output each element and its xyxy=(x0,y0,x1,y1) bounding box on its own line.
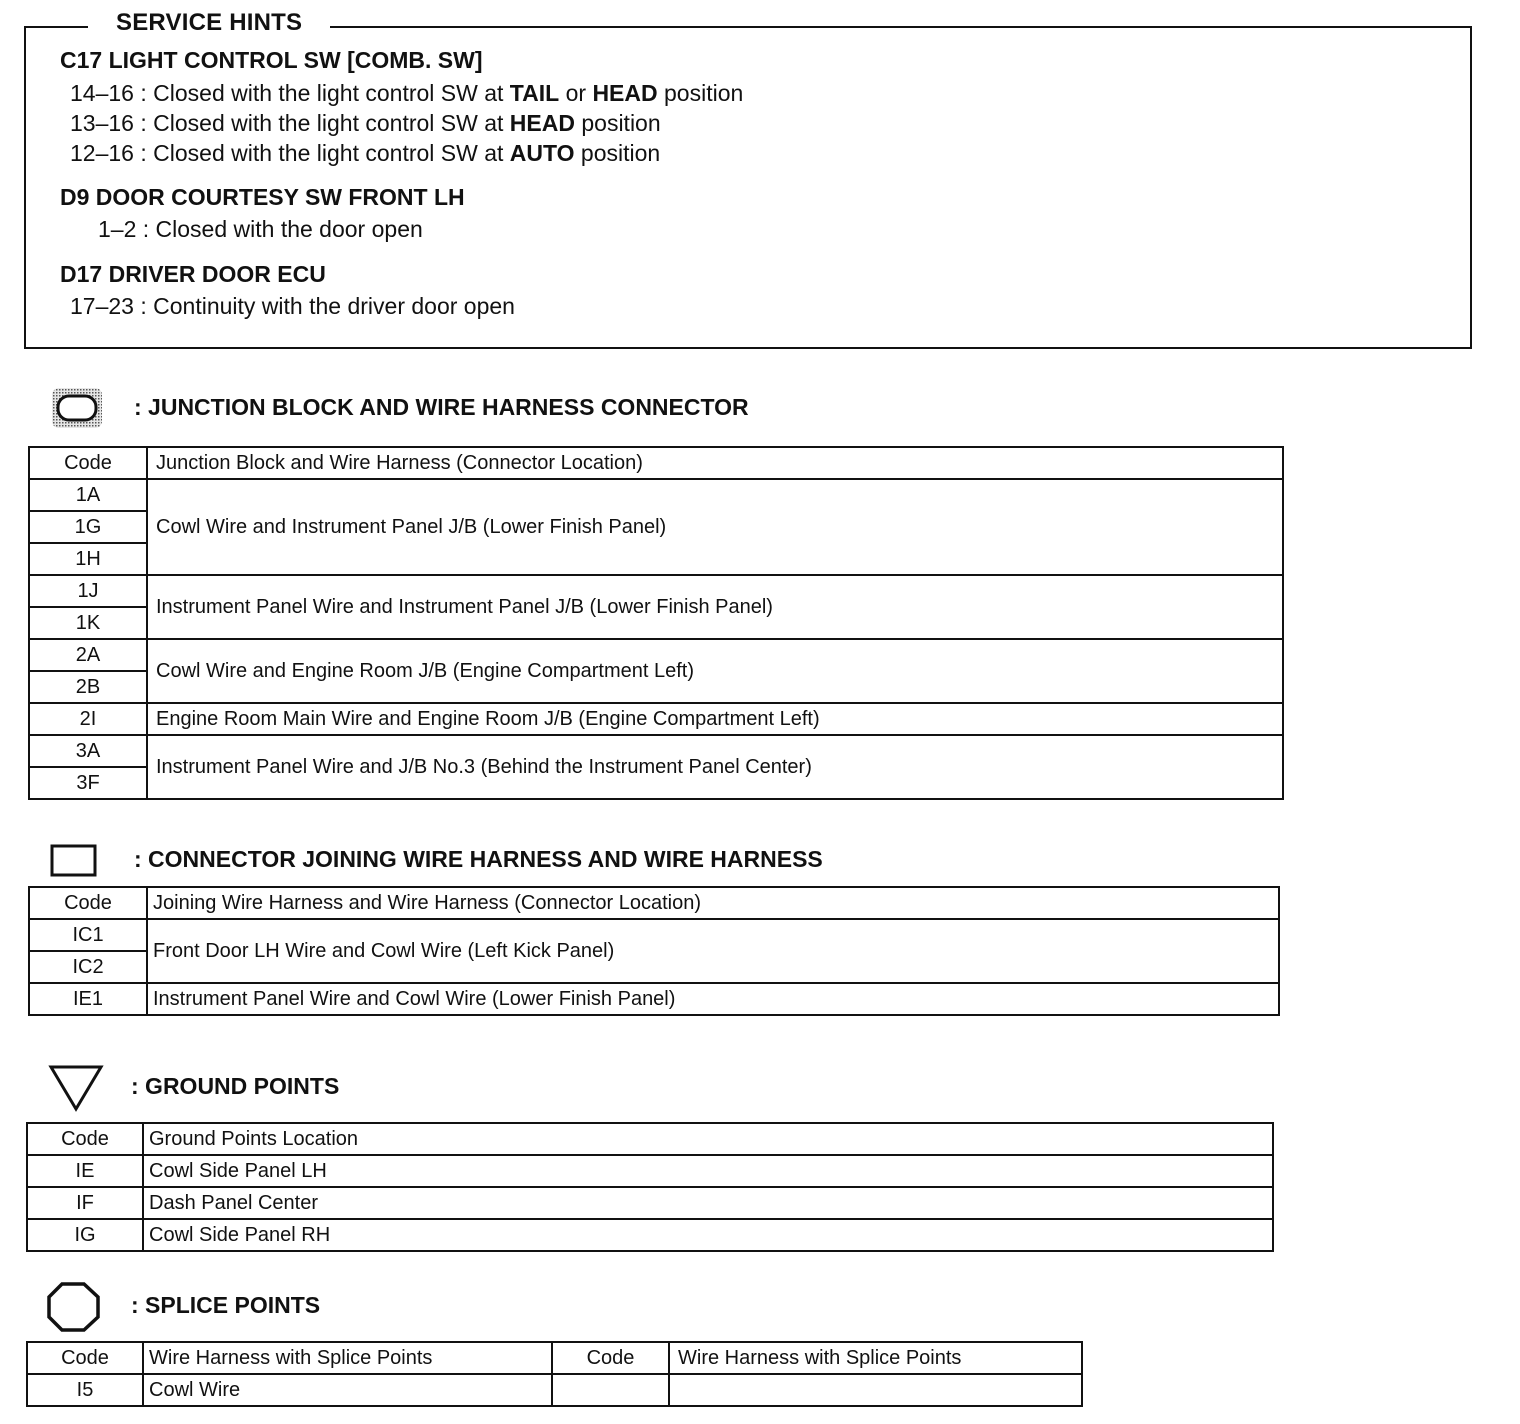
splice-table xyxy=(26,1341,1083,1407)
table-row xyxy=(29,703,1283,735)
hint-part-c17-heading: C17 LIGHT CONTROL SW [COMB. SW] xyxy=(60,47,483,73)
table-cell-code: 1H xyxy=(29,543,147,575)
table-cell-desc: Dash Panel Center xyxy=(143,1187,1273,1219)
table-cell-desc: Cowl Side Panel RH xyxy=(143,1219,1273,1251)
table-header-code: Code xyxy=(552,1342,669,1374)
table-header-code: Code xyxy=(27,1342,143,1374)
hatched-rounded-rect-icon xyxy=(50,386,106,430)
table-row xyxy=(29,983,1279,1015)
table-header-desc: Wire Harness with Splice Points xyxy=(669,1342,1082,1374)
hint-part-d17-heading: D17 DRIVER DOOR ECU xyxy=(60,261,326,287)
hint-line: 13–16 : Closed with the light control SW at HEAD position xyxy=(70,110,661,136)
table-header-row xyxy=(29,887,1279,919)
ground-table xyxy=(26,1122,1274,1252)
table-cell-desc: Engine Room Main Wire and Engine Room J/B (Engine Compartment Left) xyxy=(147,703,1283,735)
table-cell-code: 3F xyxy=(29,767,147,799)
table-row xyxy=(29,639,1283,671)
table-row xyxy=(27,1374,1082,1406)
table-row xyxy=(27,1219,1273,1251)
triangle-down-icon xyxy=(48,1064,106,1114)
table-row xyxy=(29,919,1279,951)
connector-heading: : CONNECTOR JOINING WIRE HARNESS AND WIRE HARNESS xyxy=(134,846,823,872)
table-header-row xyxy=(27,1123,1273,1155)
table-cell-code: IF xyxy=(27,1187,143,1219)
table-header-desc: Wire Harness with Splice Points xyxy=(143,1342,552,1374)
table-cell-code: 1A xyxy=(29,479,147,511)
junction-heading: : JUNCTION BLOCK AND WIRE HARNESS CONNECTOR xyxy=(134,394,749,420)
table-cell-code: IG xyxy=(27,1219,143,1251)
table-header-row xyxy=(29,447,1283,479)
table-row xyxy=(29,735,1283,767)
table-cell-code: IE1 xyxy=(29,983,147,1015)
service-hints-title: SERVICE HINTS xyxy=(88,9,330,37)
table-cell-desc: Instrument Panel Wire and Cowl Wire (Lower Finish Panel) xyxy=(147,983,1279,1015)
table-cell-code: 1K xyxy=(29,607,147,639)
table-cell-code: 1G xyxy=(29,511,147,543)
table-row xyxy=(29,575,1283,607)
table-cell-code: IC1 xyxy=(29,919,147,951)
hint-line: 1–2 : Closed with the door open xyxy=(98,216,423,242)
table-header-row xyxy=(27,1342,1082,1374)
ground-heading: : GROUND POINTS xyxy=(131,1073,340,1099)
table-header-code: Code xyxy=(27,1123,143,1155)
table-cell-code: 2B xyxy=(29,671,147,703)
table-row xyxy=(27,1155,1273,1187)
table-cell-code xyxy=(552,1374,669,1406)
hint-line: 17–23 : Continuity with the driver door open xyxy=(70,293,515,319)
table-row xyxy=(29,479,1283,511)
hint-line: 14–16 : Closed with the light control SW at TAIL or HEAD position xyxy=(70,80,744,106)
connector-table xyxy=(28,886,1280,1016)
rect-icon xyxy=(50,844,98,878)
table-cell-desc: Cowl Wire xyxy=(143,1374,552,1406)
table-row xyxy=(27,1187,1273,1219)
table-header-code: Code xyxy=(29,447,147,479)
table-cell-code: I5 xyxy=(27,1374,143,1406)
table-cell-code: 1J xyxy=(29,575,147,607)
hint-line: 12–16 : Closed with the light control SW at AUTO position xyxy=(70,140,661,166)
table-header-code: Code xyxy=(29,887,147,919)
table-header-desc: Ground Points Location xyxy=(143,1123,1273,1155)
table-cell-desc: Instrument Panel Wire and Instrument Panel J/B (Lower Finish Panel) xyxy=(147,575,1283,639)
octagon-icon xyxy=(46,1281,102,1333)
junction-table xyxy=(28,446,1284,800)
table-cell-code: IC2 xyxy=(29,951,147,983)
table-header-desc: Junction Block and Wire Harness (Connector Location) xyxy=(147,447,1283,479)
splice-heading: : SPLICE POINTS xyxy=(131,1292,321,1318)
table-header-desc: Joining Wire Harness and Wire Harness (Connector Location) xyxy=(147,887,1279,919)
table-cell-desc: Cowl Wire and Instrument Panel J/B (Lower Finish Panel) xyxy=(147,479,1283,575)
table-cell-code: 3A xyxy=(29,735,147,767)
table-cell-code: IE xyxy=(27,1155,143,1187)
table-cell-code: 2I xyxy=(29,703,147,735)
table-cell-code: 2A xyxy=(29,639,147,671)
table-cell-desc: Instrument Panel Wire and J/B No.3 (Behind the Instrument Panel Center) xyxy=(147,735,1283,799)
table-cell-desc: Front Door LH Wire and Cowl Wire (Left Kick Panel) xyxy=(147,919,1279,983)
table-cell-desc: Cowl Wire and Engine Room J/B (Engine Compartment Left) xyxy=(147,639,1283,703)
table-cell-desc: Cowl Side Panel LH xyxy=(143,1155,1273,1187)
hint-part-d9-heading: D9 DOOR COURTESY SW FRONT LH xyxy=(60,184,465,210)
table-cell-desc xyxy=(669,1374,1082,1406)
